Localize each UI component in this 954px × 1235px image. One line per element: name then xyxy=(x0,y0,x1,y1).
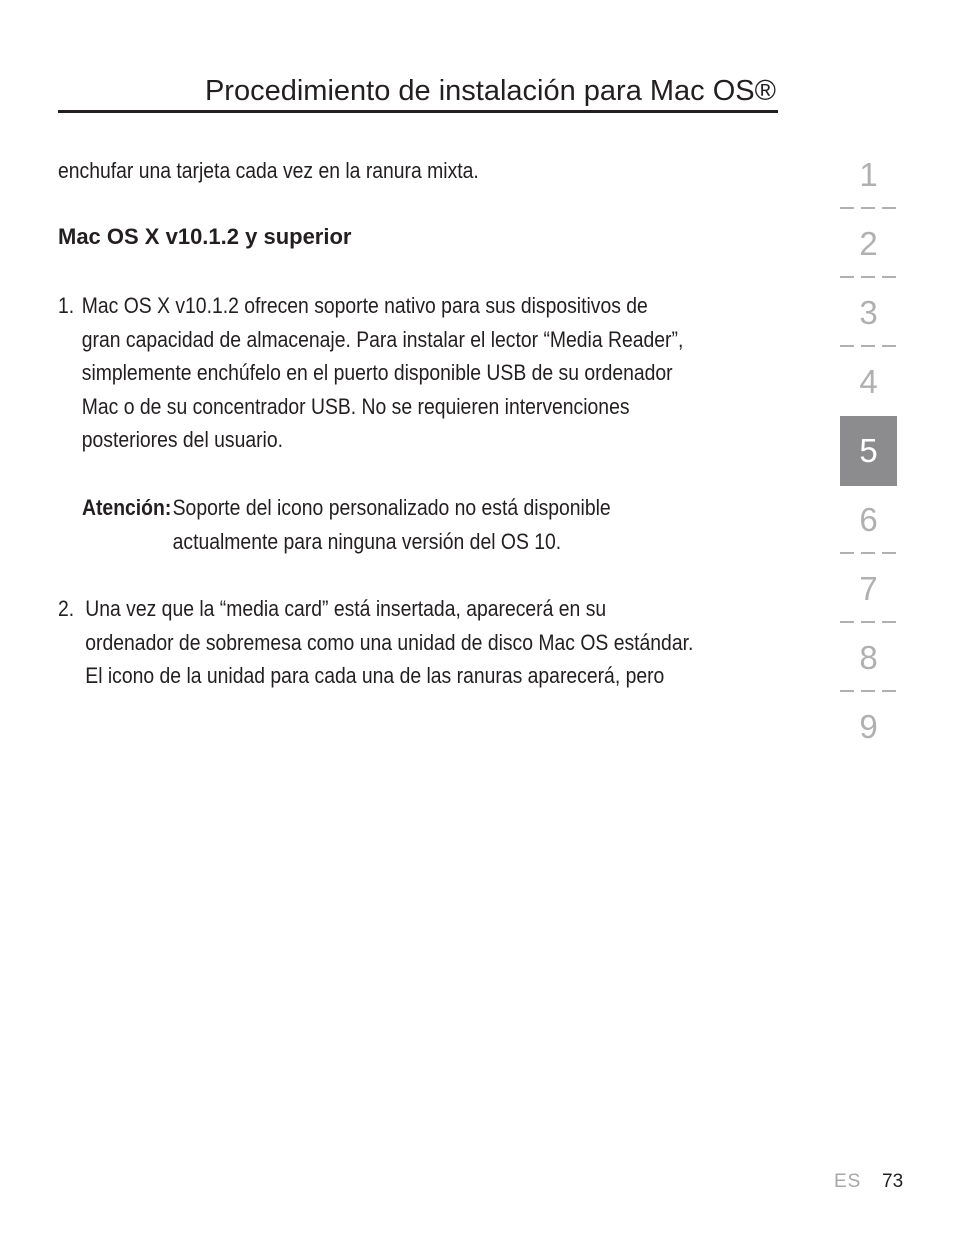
chapter-tab-4[interactable]: 4 xyxy=(859,363,878,400)
text-line: posteriores del usuario. xyxy=(81,427,284,452)
intro-paragraph: enchufar una tarjeta cada vez en la ranura mixta. xyxy=(58,158,479,183)
attention-label: Atención: xyxy=(82,495,172,520)
list-item-text xyxy=(85,592,693,693)
chapter-tab-5[interactable]: 5 xyxy=(840,416,897,486)
text-line: actualmente para ninguna versión del OS 10. xyxy=(172,528,562,554)
chapter-tab-9[interactable]: 9 xyxy=(859,708,878,745)
text-line: Mac o de su concentrador USB. No se requieren intervenciones xyxy=(81,393,630,419)
text-line: gran capacidad de almacenaje. Para instalar el lector “Media Reader”, xyxy=(81,326,684,352)
chapter-tab-2[interactable]: 2 xyxy=(859,225,878,262)
chapter-tab-7[interactable]: 7 xyxy=(859,570,878,607)
page-title: Procedimiento de instalación para Mac OS® xyxy=(204,75,776,107)
list-item-number: 1. xyxy=(58,293,75,318)
text-line: simplemente enchúfelo en el puerto disponible USB de su ordenador xyxy=(81,360,673,385)
title-rule xyxy=(58,110,778,113)
text-line: ordenador de sobremesa como una unidad de disco Mac OS estándar. xyxy=(85,629,694,655)
chapter-tab-3[interactable]: 3 xyxy=(859,294,878,331)
text-line: El icono de la unidad para cada una de las ranuras aparecerá, pero xyxy=(85,663,665,688)
list-item-text xyxy=(82,289,684,457)
chapter-tab-8[interactable]: 8 xyxy=(859,639,878,676)
text-line: Soporte del icono personalizado no está disponible xyxy=(172,495,611,520)
footer-page-number: 73 xyxy=(882,1171,904,1192)
attention-text xyxy=(173,491,611,558)
chapter-tab-6[interactable]: 6 xyxy=(859,501,878,538)
section-subheading: Mac OS X v10.1.2 y superior xyxy=(58,224,352,249)
text-line: Mac OS X v10.1.2 ofrecen soporte nativo para sus dispositivos de xyxy=(81,293,648,318)
chapter-tab-1[interactable]: 1 xyxy=(859,156,878,193)
footer-language: ES xyxy=(834,1171,862,1192)
list-item-number: 2. xyxy=(58,596,75,621)
text-line: Una vez que la “media card” está insertada, aparecerá en su xyxy=(85,596,607,621)
